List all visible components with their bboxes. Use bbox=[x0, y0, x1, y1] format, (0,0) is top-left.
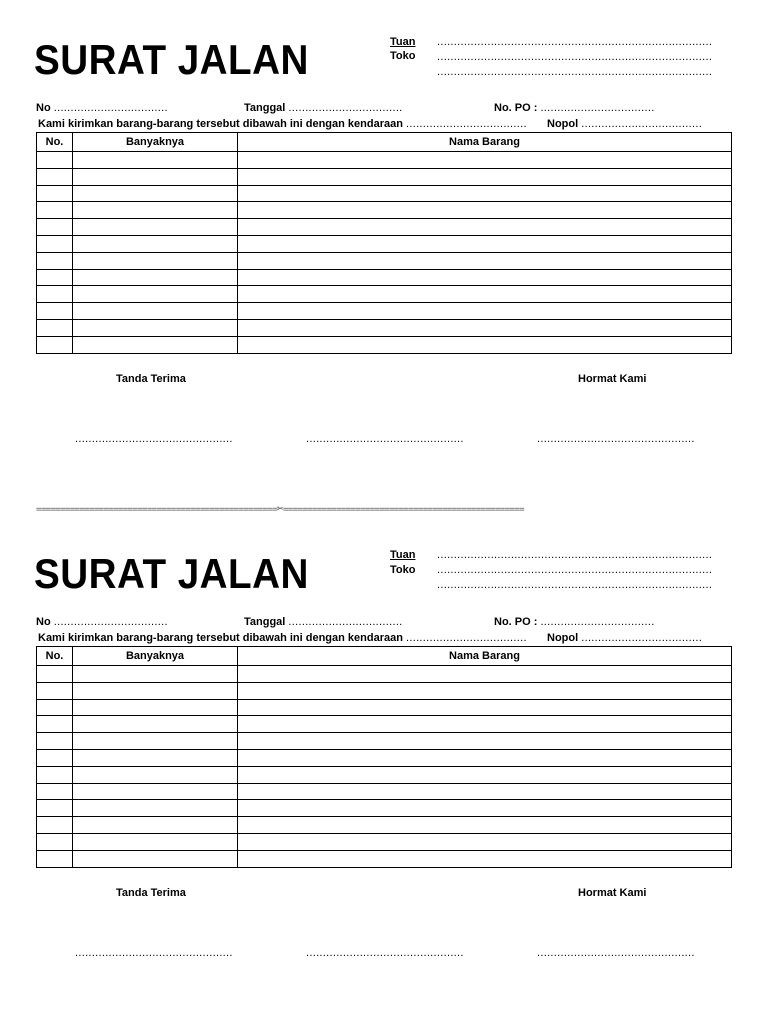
table-row bbox=[37, 833, 732, 850]
cell-banyaknya[interactable] bbox=[73, 833, 238, 850]
signature-line-driver[interactable]: ............................................... bbox=[306, 947, 464, 959]
cell-banyaknya[interactable] bbox=[73, 699, 238, 716]
cell-no[interactable] bbox=[37, 800, 73, 817]
cell-nama-barang[interactable] bbox=[238, 168, 732, 185]
cell-no[interactable] bbox=[37, 699, 73, 716]
cell-no[interactable] bbox=[37, 202, 73, 219]
cell-no[interactable] bbox=[37, 817, 73, 834]
cell-no[interactable] bbox=[37, 252, 73, 269]
table-row bbox=[37, 850, 732, 867]
col-no-header: No. bbox=[37, 647, 73, 666]
cell-no[interactable] bbox=[37, 319, 73, 336]
document-title: SURAT JALAN bbox=[34, 36, 309, 83]
cell-nama-barang[interactable] bbox=[238, 783, 732, 800]
toko-label: Toko bbox=[390, 564, 416, 576]
cell-no[interactable] bbox=[37, 269, 73, 286]
table-row bbox=[37, 319, 732, 336]
cell-banyaknya[interactable] bbox=[73, 716, 238, 733]
cell-nama-barang[interactable] bbox=[238, 833, 732, 850]
nopol-field[interactable]: .................................... bbox=[581, 632, 703, 644]
po-row bbox=[494, 615, 655, 629]
nopol-label: Nopol bbox=[547, 118, 579, 130]
cell-no[interactable] bbox=[37, 833, 73, 850]
cell-no[interactable] bbox=[37, 850, 73, 867]
toko-field[interactable]: .................................................................................. bbox=[437, 51, 713, 63]
cell-banyaknya[interactable] bbox=[73, 800, 238, 817]
table-row bbox=[37, 286, 732, 303]
table-row bbox=[37, 219, 732, 236]
nopol-label: Nopol bbox=[547, 632, 579, 644]
cell-no[interactable] bbox=[37, 766, 73, 783]
col-banyaknya-header: Banyaknya bbox=[73, 647, 238, 666]
cell-no[interactable] bbox=[37, 666, 73, 683]
tanggal-field[interactable]: .................................. bbox=[288, 616, 403, 628]
nopol-row bbox=[547, 631, 702, 645]
items-table-body bbox=[37, 666, 732, 868]
table-row bbox=[37, 800, 732, 817]
delivery-note-bottom bbox=[0, 514, 768, 984]
cell-banyaknya[interactable] bbox=[73, 783, 238, 800]
tanggal-label: Tanggal bbox=[244, 616, 286, 628]
signature-line-sender[interactable]: ............................................... bbox=[537, 947, 695, 959]
cell-banyaknya[interactable] bbox=[73, 152, 238, 169]
tanggal-field[interactable]: .................................. bbox=[288, 102, 403, 114]
table-row bbox=[37, 269, 732, 286]
col-nama-barang-header: Nama Barang bbox=[238, 647, 732, 666]
col-banyaknya-header: Banyaknya bbox=[73, 133, 238, 152]
cell-banyaknya[interactable] bbox=[73, 666, 238, 683]
table-row bbox=[37, 235, 732, 252]
cell-no[interactable] bbox=[37, 168, 73, 185]
cell-banyaknya[interactable] bbox=[73, 682, 238, 699]
table-row bbox=[37, 817, 732, 834]
kendaraan-row bbox=[38, 117, 527, 131]
cell-banyaknya[interactable] bbox=[73, 219, 238, 236]
cell-banyaknya[interactable] bbox=[73, 168, 238, 185]
document-title: SURAT JALAN bbox=[34, 550, 309, 597]
cell-nama-barang[interactable] bbox=[238, 303, 732, 320]
cut-line-left: ================================================== bbox=[36, 505, 277, 515]
cell-no[interactable] bbox=[37, 336, 73, 353]
cell-no[interactable] bbox=[37, 185, 73, 202]
tanda-terima-label: Tanda Terima bbox=[116, 887, 186, 899]
kendaraan-row bbox=[38, 631, 527, 645]
cell-nama-barang[interactable] bbox=[238, 850, 732, 867]
no-row bbox=[36, 615, 168, 629]
cell-nama-barang[interactable] bbox=[238, 185, 732, 202]
table-row bbox=[37, 749, 732, 766]
col-nama-barang-header: Nama Barang bbox=[238, 133, 732, 152]
signature-line-receiver[interactable]: ............................................... bbox=[75, 433, 233, 445]
table-row bbox=[37, 766, 732, 783]
table-row bbox=[37, 783, 732, 800]
kirim-text: Kami kirimkan barang-barang tersebut dibawah ini dengan kendaraan bbox=[38, 118, 403, 130]
cell-nama-barang[interactable] bbox=[238, 749, 732, 766]
cell-banyaknya[interactable] bbox=[73, 235, 238, 252]
cut-line-right: ================================================== bbox=[282, 505, 524, 515]
toko-field[interactable]: .................................................................................. bbox=[437, 564, 713, 576]
signature-line-driver[interactable]: ............................................... bbox=[306, 433, 464, 445]
table-row bbox=[37, 716, 732, 733]
cell-banyaknya[interactable] bbox=[73, 303, 238, 320]
cell-nama-barang[interactable] bbox=[238, 319, 732, 336]
cell-no[interactable] bbox=[37, 303, 73, 320]
items-table bbox=[36, 646, 732, 868]
no-label: No bbox=[36, 616, 51, 628]
tuan-label: Tuan bbox=[390, 36, 416, 48]
cell-nama-barang[interactable] bbox=[238, 682, 732, 699]
cell-nama-barang[interactable] bbox=[238, 817, 732, 834]
cell-no[interactable] bbox=[37, 286, 73, 303]
tuan-label: Tuan bbox=[390, 549, 416, 561]
cell-nama-barang[interactable] bbox=[238, 716, 732, 733]
table-row bbox=[37, 336, 732, 353]
cell-nama-barang[interactable] bbox=[238, 766, 732, 783]
cell-no[interactable] bbox=[37, 152, 73, 169]
table-row bbox=[37, 252, 732, 269]
hormat-kami-label: Hormat Kami bbox=[578, 373, 647, 385]
cell-no[interactable] bbox=[37, 235, 73, 252]
kirim-text: Kami kirimkan barang-barang tersebut dibawah ini dengan kendaraan bbox=[38, 632, 403, 644]
no-po-label: No. PO : bbox=[494, 102, 538, 114]
kendaraan-field[interactable]: .................................... bbox=[406, 118, 527, 130]
cell-nama-barang[interactable] bbox=[238, 252, 732, 269]
cell-nama-barang[interactable] bbox=[238, 235, 732, 252]
signature-line-sender[interactable]: ............................................... bbox=[537, 433, 695, 445]
no-field[interactable]: .................................. bbox=[53, 102, 168, 114]
cell-no[interactable] bbox=[37, 733, 73, 750]
cell-nama-barang[interactable] bbox=[238, 202, 732, 219]
table-row bbox=[37, 152, 732, 169]
tuan-field[interactable]: .................................................................................. bbox=[437, 549, 713, 561]
toko-label: Toko bbox=[390, 50, 416, 62]
table-header-row bbox=[37, 133, 732, 152]
cell-banyaknya[interactable] bbox=[73, 185, 238, 202]
nopol-field[interactable]: .................................... bbox=[581, 118, 703, 130]
cell-no[interactable] bbox=[37, 783, 73, 800]
tanda-terima-label: Tanda Terima bbox=[116, 373, 186, 385]
cell-nama-barang[interactable] bbox=[238, 666, 732, 683]
cell-nama-barang[interactable] bbox=[238, 336, 732, 353]
cell-banyaknya[interactable] bbox=[73, 202, 238, 219]
table-row bbox=[37, 168, 732, 185]
nopol-row bbox=[547, 117, 702, 131]
scissors-icon: ✂ bbox=[276, 502, 283, 515]
cell-banyaknya[interactable] bbox=[73, 269, 238, 286]
table-row bbox=[37, 303, 732, 320]
tanggal-row bbox=[244, 615, 403, 629]
cell-nama-barang[interactable] bbox=[238, 733, 732, 750]
cell-no[interactable] bbox=[37, 682, 73, 699]
cell-nama-barang[interactable] bbox=[238, 699, 732, 716]
tanggal-label: Tanggal bbox=[244, 102, 286, 114]
cell-banyaknya[interactable] bbox=[73, 817, 238, 834]
no-row bbox=[36, 101, 168, 115]
cell-no[interactable] bbox=[37, 219, 73, 236]
cell-banyaknya[interactable] bbox=[73, 336, 238, 353]
items-table-body bbox=[37, 152, 732, 354]
no-po-field[interactable]: .................................. bbox=[540, 616, 655, 628]
no-po-label: No. PO : bbox=[494, 616, 538, 628]
col-no-header: No. bbox=[37, 133, 73, 152]
hormat-kami-label: Hormat Kami bbox=[578, 887, 647, 899]
cell-nama-barang[interactable] bbox=[238, 286, 732, 303]
delivery-note-top bbox=[0, 0, 768, 470]
cell-banyaknya[interactable] bbox=[73, 252, 238, 269]
kendaraan-field[interactable]: .................................... bbox=[406, 632, 527, 644]
cell-nama-barang[interactable] bbox=[238, 269, 732, 286]
cell-nama-barang[interactable] bbox=[238, 800, 732, 817]
cell-banyaknya[interactable] bbox=[73, 850, 238, 867]
items-table bbox=[36, 132, 732, 354]
no-label: No bbox=[36, 102, 51, 114]
po-row bbox=[494, 101, 655, 115]
cell-banyaknya[interactable] bbox=[73, 733, 238, 750]
tuan-field[interactable]: .................................................................................. bbox=[437, 36, 713, 48]
table-row bbox=[37, 185, 732, 202]
cell-banyaknya[interactable] bbox=[73, 286, 238, 303]
table-row bbox=[37, 699, 732, 716]
address-field-extra[interactable]: .................................................................................. bbox=[437, 579, 713, 591]
table-row bbox=[37, 733, 732, 750]
table-row bbox=[37, 202, 732, 219]
no-po-field[interactable]: .................................. bbox=[540, 102, 655, 114]
table-row bbox=[37, 682, 732, 699]
signature-line-receiver[interactable]: ............................................... bbox=[75, 947, 233, 959]
cell-no[interactable] bbox=[37, 716, 73, 733]
cell-no[interactable] bbox=[37, 749, 73, 766]
tanggal-row bbox=[244, 101, 403, 115]
cell-banyaknya[interactable] bbox=[73, 766, 238, 783]
cell-nama-barang[interactable] bbox=[238, 219, 732, 236]
address-field-extra[interactable]: .................................................................................. bbox=[437, 66, 713, 78]
table-row bbox=[37, 666, 732, 683]
cell-banyaknya[interactable] bbox=[73, 319, 238, 336]
cell-banyaknya[interactable] bbox=[73, 749, 238, 766]
table-header-row bbox=[37, 647, 732, 666]
no-field[interactable]: .................................. bbox=[53, 616, 168, 628]
cell-nama-barang[interactable] bbox=[238, 152, 732, 169]
